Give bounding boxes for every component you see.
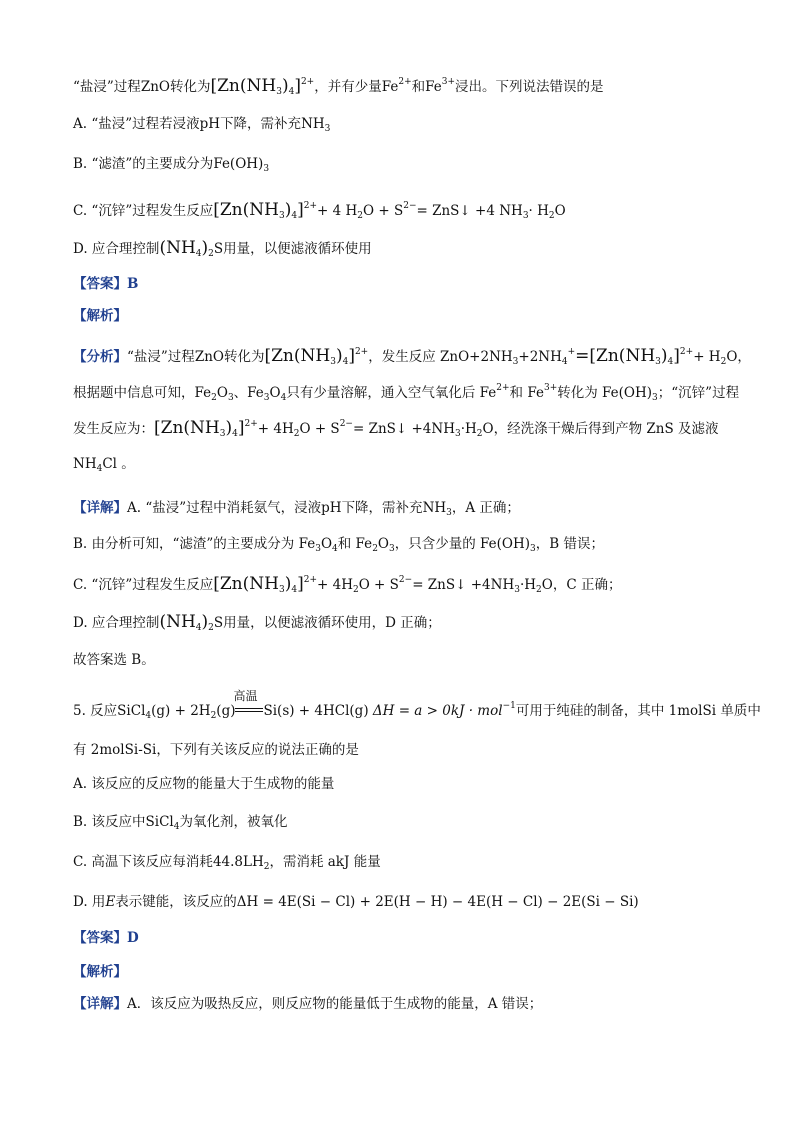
formula: O，	[726, 349, 751, 365]
q4-xiangjie-c	[73, 570, 621, 600]
text: O，经洗涤干燥后得到产物 ZnS 及滤液	[482, 421, 719, 437]
text: ，B 错误；	[535, 536, 604, 552]
formula: O + S	[358, 577, 399, 593]
text: ，A 正确；	[451, 500, 520, 516]
subscript: 3	[219, 429, 226, 439]
formula: + 4H	[257, 421, 294, 437]
text: 转化为	[223, 349, 265, 365]
formula: pH	[321, 500, 342, 516]
subscript: 3	[227, 393, 234, 403]
q4-conclusion: 故答案选 B。	[73, 652, 155, 668]
q5-option-d	[73, 892, 639, 912]
subscript: 3	[655, 357, 661, 367]
text: O，C 正确；	[541, 577, 622, 593]
formula: Si(s) + 4HCl(g)	[263, 703, 369, 719]
subscript: 3	[330, 357, 336, 367]
text: C. “沉锌”过程发生反应	[73, 577, 214, 593]
text: O	[269, 385, 281, 401]
subscript: 4	[288, 87, 295, 97]
text: C. 高温下该反应每消耗	[73, 854, 213, 870]
q4-stem	[73, 72, 604, 102]
text: O	[377, 536, 389, 552]
superscript: 2−	[398, 575, 413, 585]
formula: ·H	[519, 577, 537, 593]
text: ，需消耗 akJ 能量	[269, 854, 381, 870]
formula: Cl 。	[102, 456, 135, 472]
section-tag: 【分析】	[73, 349, 127, 365]
formula: ZnO	[140, 79, 170, 95]
superscript: 3+	[543, 383, 558, 393]
text: 和 Fe	[337, 536, 373, 552]
formula: 44.8LH	[212, 854, 264, 870]
q4-fenxi-line2	[73, 378, 739, 408]
text: D. 应合理控制	[73, 615, 160, 631]
superscript: 2+	[398, 77, 412, 87]
text: ；“沉锌”过程	[657, 385, 740, 401]
subscript: 3	[522, 211, 529, 221]
formula: [Zn(NH	[213, 574, 279, 594]
subscript: 2	[208, 249, 214, 259]
subscript: 2	[352, 585, 359, 595]
formula: ·H	[460, 421, 477, 437]
q4-fenxi-line4	[73, 454, 135, 479]
formula: )	[660, 346, 668, 366]
text: 根据题中信息可知，Fe	[73, 385, 212, 401]
subscript: 4	[332, 544, 338, 554]
enthalpy: ΔH = a > 0kJ · mol	[372, 703, 503, 719]
q5-option-c	[73, 852, 381, 877]
subscript: 2	[372, 544, 378, 554]
subscript: 4	[195, 249, 202, 259]
superscript: −1	[502, 701, 516, 711]
formula: (NH	[159, 238, 196, 258]
subscript: 2	[536, 585, 542, 595]
formula: ]	[348, 346, 355, 366]
text: 浸出。下列说法错误的是	[455, 79, 604, 95]
q4-fenxi-line1	[73, 342, 751, 372]
formula: ΔH = 4E(Si − Cl) + 2E(H − H) − 4E(H − Cl) − 2E(Si − Si)	[236, 894, 639, 910]
subscript: 3	[652, 393, 658, 403]
formula: O + S	[363, 203, 404, 219]
text: 和	[411, 79, 426, 95]
q4-xiangjie-a	[73, 498, 520, 523]
section-tag: 【详解】	[73, 500, 127, 516]
formula: )	[201, 612, 209, 632]
q4-analysis-label: 【解析】	[73, 308, 127, 324]
formula: ]	[673, 346, 680, 366]
q5-analysis-label: 【解析】	[73, 964, 127, 980]
formula: NH	[301, 116, 325, 132]
subscript: 3	[278, 211, 285, 221]
formula: ]	[237, 418, 245, 438]
text: 5. 反应	[73, 703, 118, 719]
reaction-condition: 高温	[233, 689, 258, 703]
q4-xiangjie-b	[73, 534, 604, 559]
q5-stem-line2: 有 2molSi-Si，下列有关该反应的说法正确的是	[73, 742, 359, 758]
formula: ]	[297, 200, 304, 220]
formula: Fe(OH)	[213, 156, 264, 172]
q5-option-b	[73, 812, 287, 837]
text: 下降，需补充	[220, 116, 302, 132]
formula: )	[225, 418, 233, 438]
formula: (g) + 2H	[151, 703, 211, 719]
q4-option-a	[73, 114, 330, 139]
formula: = ZnS↓ +4NH	[412, 577, 515, 593]
formula: + 4 H	[317, 203, 358, 219]
text: ，只含少量的 Fe(OH)	[394, 536, 531, 552]
subscript: 3	[263, 164, 270, 174]
subscript: 4	[232, 429, 238, 439]
subscript: 4	[96, 464, 103, 474]
q5-xiangjie-a	[73, 994, 542, 1014]
subscript: 2	[208, 623, 214, 633]
subscript: 4	[173, 822, 180, 832]
superscript: 2−	[339, 419, 353, 429]
formula: + 4H	[317, 577, 353, 593]
subscript: 4	[291, 585, 298, 595]
text: ，并有少量	[314, 79, 382, 95]
text: 表示键能，该反应的	[115, 894, 237, 910]
subscript: 3	[454, 429, 461, 439]
formula: + H	[693, 349, 721, 365]
formula: SiCl	[117, 703, 146, 719]
text: B. “滤渣”的主要成分为	[73, 156, 214, 172]
text: ，发生反应 ZnO+2NH	[368, 349, 513, 365]
q4-option-b	[73, 154, 269, 179]
formula: [Zn(NH	[213, 200, 279, 220]
q4-option-d	[73, 238, 372, 264]
superscript: +	[567, 347, 576, 357]
subscript: 4	[667, 357, 674, 367]
formula: )	[335, 346, 343, 366]
text: O	[320, 536, 333, 552]
text: 、Fe	[233, 385, 264, 401]
formula: )	[284, 574, 292, 594]
formula: (NH	[159, 612, 196, 632]
text: A．该反应为吸热反应，则反应物的能量低于生成物的能量，A 错误；	[127, 996, 543, 1012]
text: 转化为 Fe(OH)	[557, 385, 653, 401]
formula: )	[201, 238, 209, 258]
formula: NH	[73, 456, 97, 472]
superscript: 2+	[354, 347, 369, 357]
text: C. “沉锌”过程发生反应	[73, 203, 214, 219]
q5-option-a: A. 该反应的反应物的能量大于生成物的能量	[73, 776, 335, 792]
text: B. 由分析可知，“滤渣”的主要成分为 Fe	[73, 536, 316, 552]
text: 只有少量溶解，通入空气氧化后 Fe	[286, 385, 497, 401]
q4-fenxi-line3	[73, 414, 719, 444]
text: “盐浸”过程	[127, 349, 195, 365]
formula: = ZnS↓ +4NH	[352, 421, 455, 437]
formula: ]	[294, 76, 301, 96]
formula: ]	[297, 574, 304, 594]
superscript: 2−	[403, 201, 417, 211]
formula: (g)	[216, 703, 236, 719]
subscript: 2	[293, 429, 300, 439]
reaction-condition-arrow	[233, 689, 263, 721]
symbol: E	[105, 894, 116, 910]
text: S用量，以便滤液循环使用	[213, 241, 372, 257]
formula: = ZnS↓ +4 NH	[416, 203, 523, 219]
q4-xiangjie-d	[73, 612, 441, 638]
subscript: 3	[512, 357, 519, 367]
double-line	[235, 708, 263, 712]
formula: NH	[422, 500, 447, 516]
superscript: 2+	[303, 201, 317, 211]
formula: O	[554, 203, 566, 219]
q4-option-c	[73, 196, 566, 226]
subscript: 2	[720, 357, 727, 367]
text: D. 应合理控制	[73, 241, 160, 257]
section-tag: 【详解】	[73, 996, 127, 1012]
superscript: 3+	[441, 77, 456, 87]
subscript: 4	[145, 711, 152, 721]
q4-answer: 【答案】B	[73, 276, 139, 292]
subscript: 2	[548, 211, 555, 221]
formula: +2NH	[518, 349, 562, 365]
superscript: 2+	[496, 383, 510, 393]
subscript: 3	[315, 544, 321, 554]
text: A. “盐浸”过程中消耗氨气，浸液	[127, 500, 322, 516]
subscript: 2	[357, 211, 363, 221]
superscript: 2+	[303, 575, 317, 585]
text: A. “盐浸”过程若浸液	[73, 116, 200, 132]
text: O	[216, 385, 228, 401]
text: 下降，需补充	[341, 500, 423, 516]
subscript: 4	[342, 357, 349, 367]
formula: SiCl	[145, 814, 174, 830]
subscript: 2	[210, 711, 217, 721]
subscript: 3	[530, 544, 536, 554]
formula: )	[284, 200, 292, 220]
subscript: 3	[324, 124, 331, 134]
superscript: 2+	[679, 347, 694, 357]
subscript: 4	[195, 623, 202, 633]
text: B. 该反应中	[73, 814, 146, 830]
text: 发生反应为：	[73, 421, 154, 437]
text: “盐浸”过程	[73, 79, 141, 95]
formula: pH	[199, 116, 221, 132]
subscript: 3	[276, 87, 282, 97]
text: 可用于纯硅的制备，其中 1molSi 单质中	[515, 703, 761, 719]
q5-stem-line1	[73, 689, 761, 726]
formula: ZnO	[194, 349, 224, 365]
subscript: 4	[280, 393, 287, 403]
subscript: 4	[291, 211, 298, 221]
subscript: 3	[446, 508, 452, 518]
formula: O + S	[299, 421, 340, 437]
subscript: 3	[389, 544, 395, 554]
subscript: 4	[561, 357, 568, 367]
superscript: 2+	[244, 419, 258, 429]
formula: Fe	[381, 79, 399, 95]
text: 为氧化剂，被氧化	[179, 814, 288, 830]
subscript: 3	[278, 585, 285, 595]
formula: · H	[528, 203, 549, 219]
subscript: 3	[514, 585, 520, 595]
formula: [Zn(NH	[154, 418, 220, 438]
subscript: 3	[263, 393, 270, 403]
q5-answer: 【答案】D	[73, 930, 139, 946]
formula: [Zn(NH	[210, 76, 277, 96]
superscript: 2+	[300, 77, 315, 87]
subscript: 2	[211, 393, 217, 403]
subscript: 2	[263, 862, 270, 872]
text: 和 Fe	[509, 385, 544, 401]
formula: Fe	[425, 79, 442, 95]
text: S用量，以便滤液循环使用，D 正确；	[213, 615, 441, 631]
formula: [Zn(NH	[264, 346, 331, 366]
formula: )	[281, 76, 289, 96]
subscript: 2	[476, 429, 483, 439]
text: 转化为	[169, 79, 211, 95]
text: D. 用	[73, 894, 106, 910]
formula: =[Zn(NH	[575, 346, 656, 366]
